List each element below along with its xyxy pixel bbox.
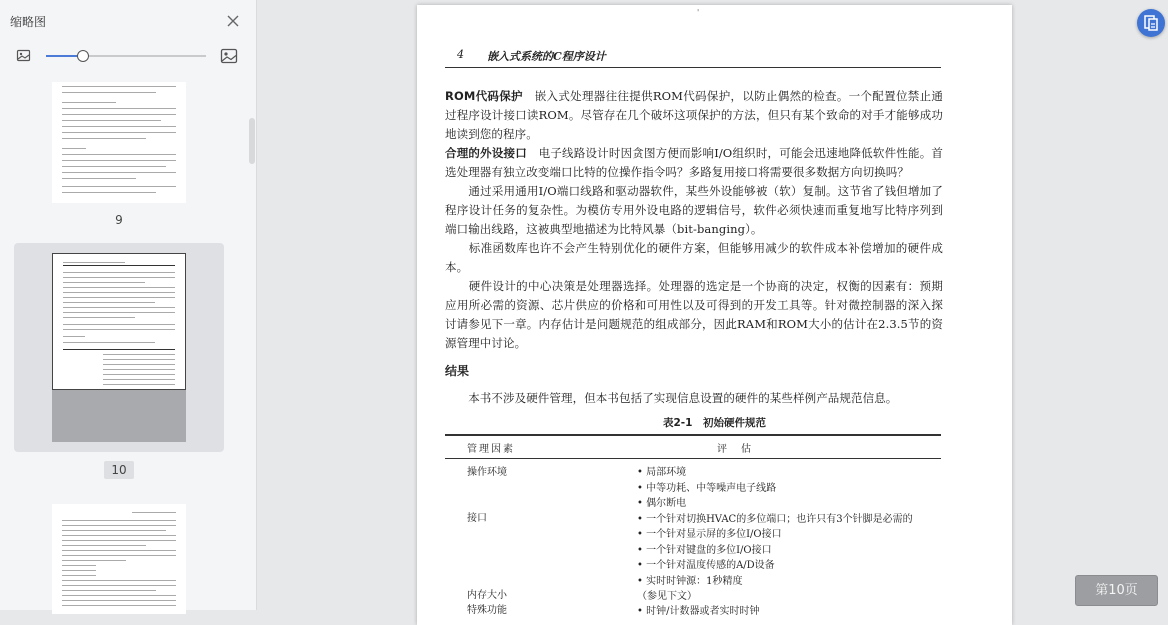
table-row-item: • 一个针对温度传感的A/D设备: [637, 560, 775, 571]
thumbnail-page-preview: [52, 82, 186, 203]
paragraph-text: 嵌入式处理器往往提供ROM代码保护，以防止偶然的检查。一个配置位禁止通过程序设计接口读ROM。尽管存在几个破坏这项保护的方法，但只有某个致命的对手才能够成功地读到您的程序。: [445, 89, 943, 141]
thumbnail-item-10[interactable]: [14, 243, 224, 452]
thumbnail-zoom-toolbar: [0, 42, 257, 70]
table-row-item: • 一个针对显示屏的多位I/O接口: [637, 529, 782, 540]
close-icon[interactable]: [225, 13, 241, 29]
paragraph-processor-choice: [445, 277, 943, 353]
thumbnail-page-number: 9: [115, 213, 123, 227]
table-row-item: • 一个针对切换HVAC的多位端口；也许只有3个针脚是必需的: [637, 514, 913, 525]
table-row-label: 接口: [467, 513, 487, 524]
table-header-factor: 管理因素: [467, 444, 515, 455]
paragraph-lead: ROM代码保护: [445, 89, 523, 103]
table-row-item: • 局部环境: [637, 467, 687, 478]
large-image-icon[interactable]: [220, 47, 238, 65]
table-row-item: • 偶尔断电: [637, 498, 687, 509]
page-mark: ': [697, 8, 700, 17]
paragraph-result: 本书不涉及硬件管理，但本书包括了实现信息设置的硬件的某些样例产品规范信息。: [445, 391, 898, 405]
table-row-label: 特殊功能: [467, 605, 507, 616]
thumbnail-item-9[interactable]: [14, 70, 224, 203]
table-row-item: • 实时时钟源：1秒精度: [637, 576, 743, 587]
thumbnail-page-preview: [52, 253, 186, 390]
paragraph-text: 电子线路设计时因贪图方便而影响I/O组织时，可能会迅速地降低软件性能。首选处理器有独立改变端口比特的位操作指令吗？多路复用接口将需要很多数据方向切换吗？: [445, 146, 944, 179]
thumbnail-page-number-selected: 10: [104, 461, 134, 479]
table-title: 表2-1 初始硬件规范: [663, 417, 766, 429]
table-header-rule: [445, 458, 941, 459]
paragraph-library: [445, 239, 943, 277]
sidebar-title: 缩略图: [10, 15, 47, 29]
page-indicator: 第10页: [1075, 575, 1158, 606]
document-page: [417, 5, 1012, 625]
thumbnail-page-preview: [52, 504, 186, 614]
sidebar-scrollbar[interactable]: [249, 118, 255, 164]
sidebar-header: [0, 0, 257, 42]
table-row-label: 操作环境: [467, 467, 507, 478]
thumbnail-sidebar: [0, 0, 257, 610]
table-row-item: • 中等功耗、中等噪声电子线路: [637, 483, 777, 494]
table-top-rule: [445, 434, 941, 436]
paragraph-bit-banging: [445, 182, 943, 239]
paragraph-peripheral-interface: [445, 144, 943, 182]
paragraph-rom-protection: [445, 87, 943, 144]
paragraph-text: 通过采用通用I/O端口线路和驱动器软件，某些外设能够被（软）复制。这节省了钱但增加了程序设计任务的复杂性。为模仿专用外设电路的逻辑信号，软件必须快速而重复地写比特序列到端口输出线路，这被典型地描述为比特风暴（bit-banging）。: [445, 184, 943, 236]
paragraph-text: 标准函数库也许不会产生特别优化的硬件方案，但能够用减少的软件成本补偿增加的硬件成本。: [445, 241, 943, 274]
floating-tool-button[interactable]: [1137, 9, 1165, 37]
thumbnail-viewport-overlay: [52, 390, 186, 442]
zoom-slider-handle[interactable]: [77, 50, 89, 62]
small-image-icon[interactable]: [16, 48, 31, 63]
table-row-item: • 时钟/计数器或者实时时钟: [637, 606, 760, 617]
running-head: [445, 48, 941, 68]
thumbnail-item-11[interactable]: [14, 492, 224, 610]
paragraph-text: 硬件设计的中心决策是处理器选择。处理器的选定是一个协商的决定，权衡的因素有：预期应用所必需的资源、芯片供应的价格和可用性以及可得到的开发工具等。针对微控制器的深入探讨请参见下一章。内存估计是问题规范的组成部分，因此RAM和ROM大小的估计在2.3.5节的资源管理中讨论。: [445, 279, 943, 350]
section-heading: 结果: [445, 364, 470, 378]
running-head-title: 嵌入式系统的C程序设计: [487, 50, 606, 63]
document-viewer[interactable]: [258, 0, 1168, 617]
table-header-evaluation: 评 估: [717, 444, 753, 455]
running-head-number: 4: [457, 48, 464, 61]
paragraph-lead: 合理的外设接口: [445, 146, 527, 160]
pages-icon: [1137, 9, 1165, 37]
table-row-item: （参见下文）: [637, 591, 697, 602]
table-row-label: 内存大小: [467, 590, 507, 601]
table-row-item: • 一个针对键盘的多位I/O接口: [637, 545, 772, 556]
